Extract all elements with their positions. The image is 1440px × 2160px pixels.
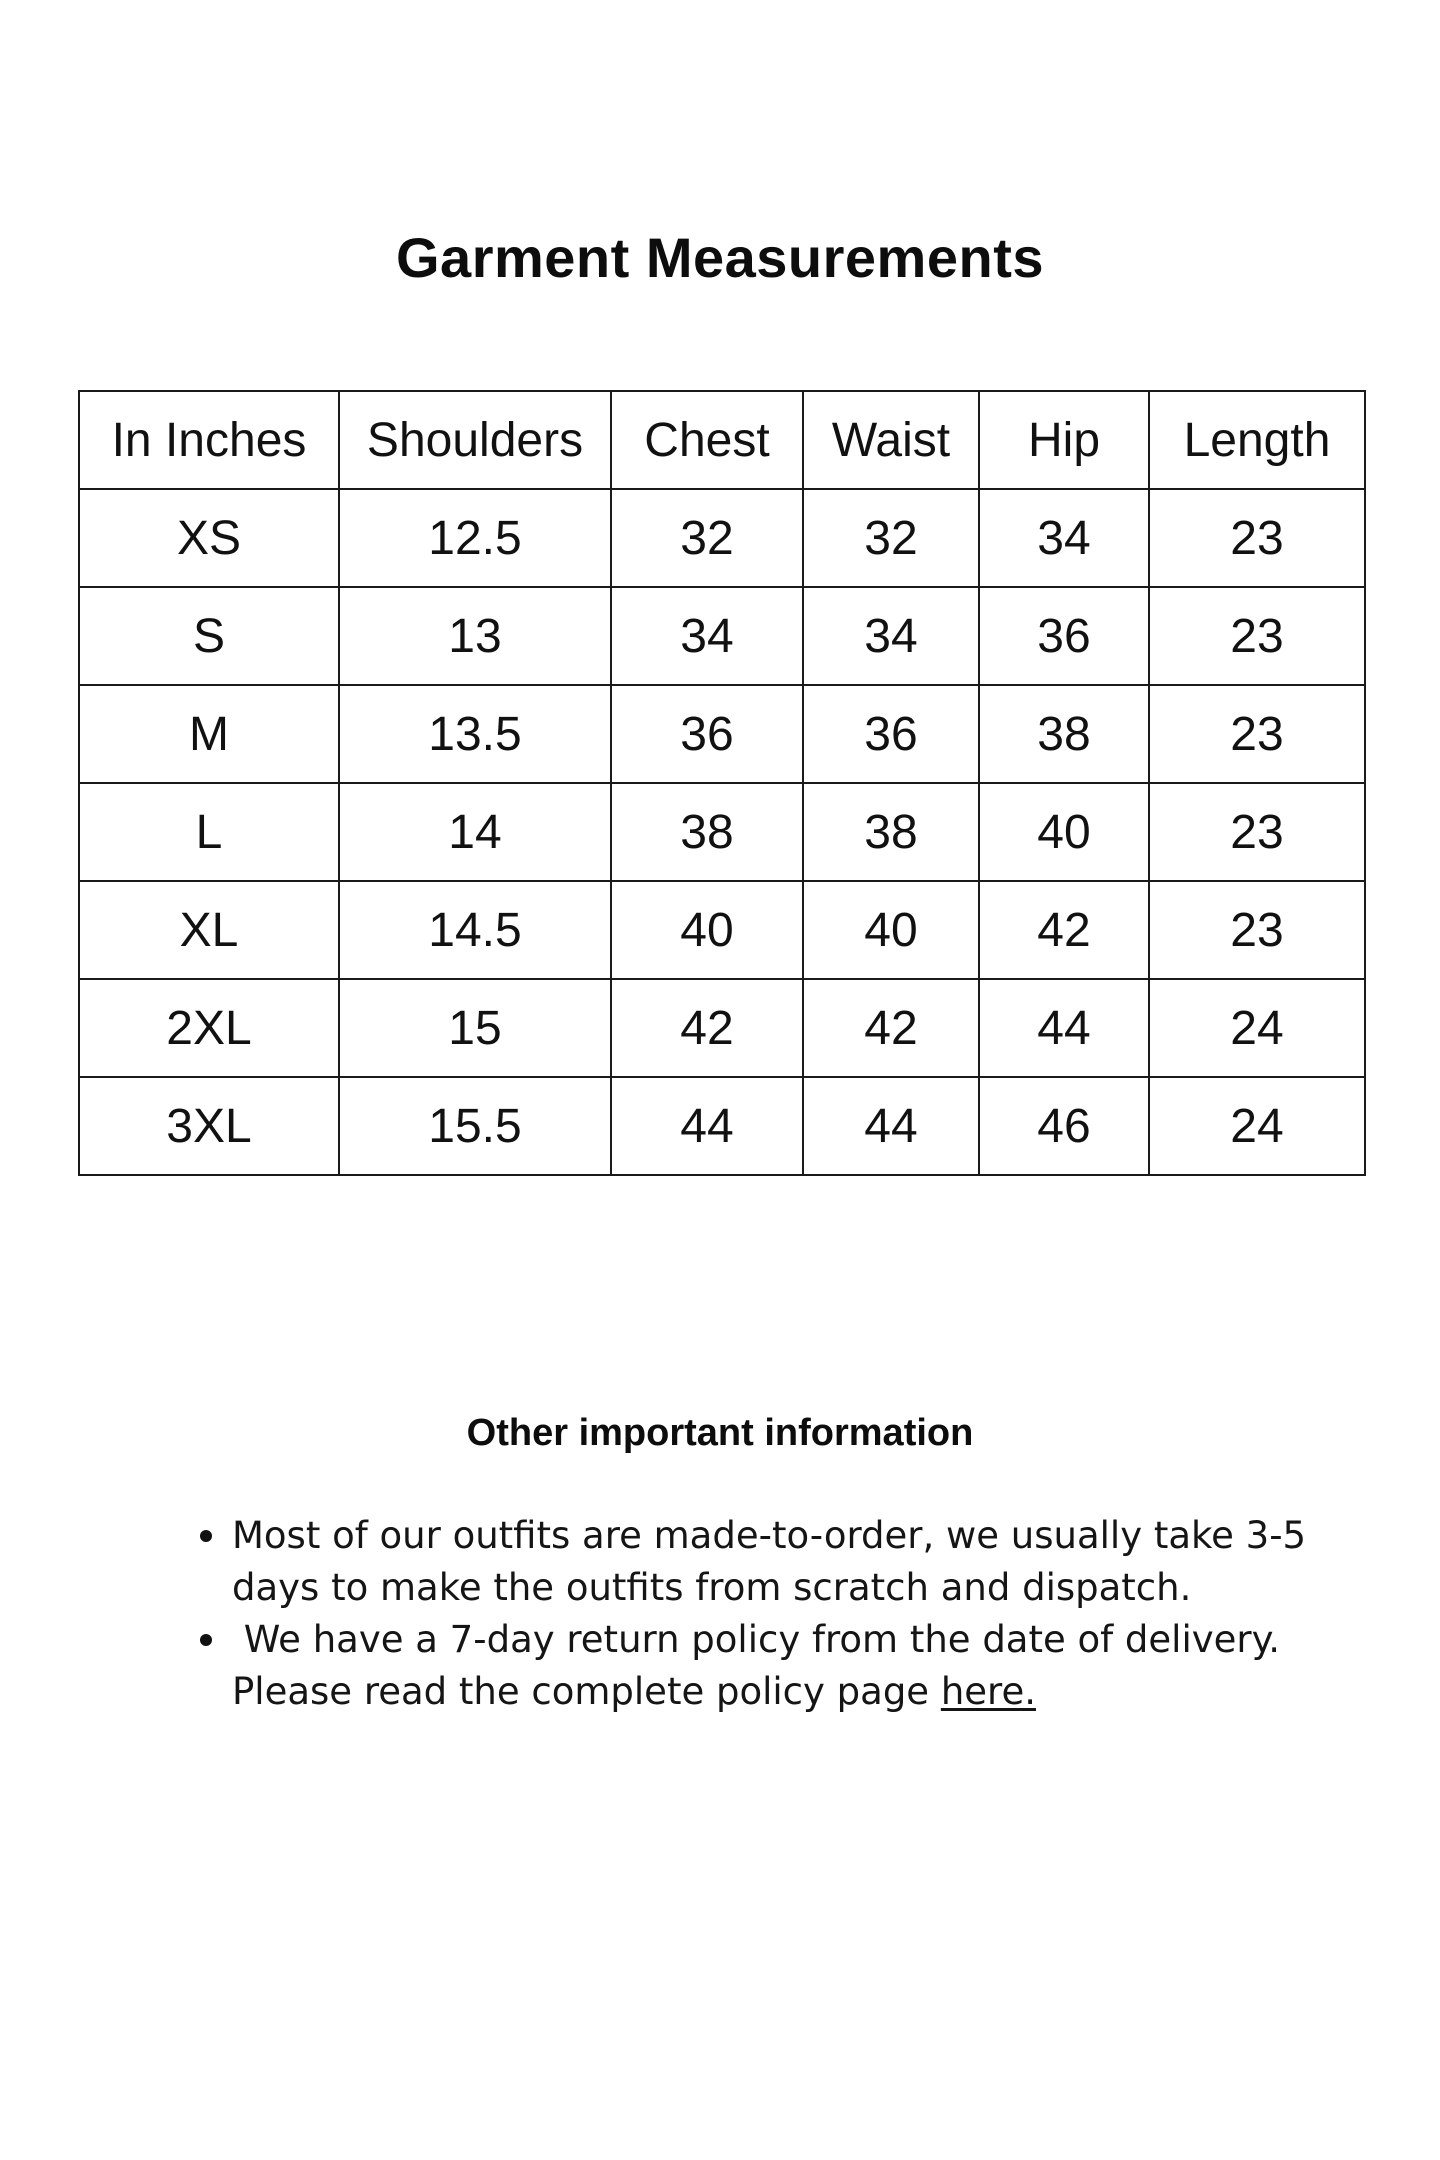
info-list	[232, 1510, 1312, 1718]
header-in-inches: In Inches	[79, 391, 339, 489]
hip-cell: 34	[979, 489, 1149, 587]
hip-cell: 46	[979, 1077, 1149, 1175]
table-row	[79, 783, 1365, 881]
hip-cell: 40	[979, 783, 1149, 881]
waist-cell: 34	[803, 587, 979, 685]
waist-cell: 38	[803, 783, 979, 881]
length-cell: 23	[1149, 783, 1365, 881]
chest-cell: 38	[611, 783, 803, 881]
chest-cell: 44	[611, 1077, 803, 1175]
table-row	[79, 685, 1365, 783]
list-item	[232, 1510, 1312, 1614]
size-chart-table	[78, 390, 1366, 1176]
table-row	[79, 489, 1365, 587]
made-to-order-text: Most of our outfits are made-to-order, we usually take 3-5 days to make the outfits from scratch and dispatch.	[232, 1514, 1307, 1609]
header-chest: Chest	[611, 391, 803, 489]
table-row	[79, 587, 1365, 685]
header-length: Length	[1149, 391, 1365, 489]
chest-cell: 34	[611, 587, 803, 685]
size-cell: XS	[79, 489, 339, 587]
header-hip: Hip	[979, 391, 1149, 489]
waist-cell: 32	[803, 489, 979, 587]
chest-cell: 42	[611, 979, 803, 1077]
table-header-row	[79, 391, 1365, 489]
waist-cell: 40	[803, 881, 979, 979]
hip-cell: 36	[979, 587, 1149, 685]
length-cell: 23	[1149, 587, 1365, 685]
size-cell: M	[79, 685, 339, 783]
waist-cell: 36	[803, 685, 979, 783]
length-cell: 24	[1149, 979, 1365, 1077]
length-cell: 24	[1149, 1077, 1365, 1175]
shoulders-cell: 13.5	[339, 685, 611, 783]
header-shoulders: Shoulders	[339, 391, 611, 489]
length-cell: 23	[1149, 685, 1365, 783]
size-cell: L	[79, 783, 339, 881]
shoulders-cell: 14.5	[339, 881, 611, 979]
bullet-icon	[200, 1634, 212, 1646]
table-row	[79, 979, 1365, 1077]
shoulders-cell: 15.5	[339, 1077, 611, 1175]
chest-cell: 40	[611, 881, 803, 979]
chest-cell: 36	[611, 685, 803, 783]
shoulders-cell: 14	[339, 783, 611, 881]
size-cell: 3XL	[79, 1077, 339, 1175]
table-row	[79, 1077, 1365, 1175]
list-item	[232, 1614, 1312, 1718]
policy-page-link[interactable]: here.	[940, 1670, 1036, 1713]
bullet-icon	[200, 1530, 212, 1542]
shoulders-cell: 12.5	[339, 489, 611, 587]
hip-cell: 44	[979, 979, 1149, 1077]
return-policy-text: We have a 7-day return policy from the date of delivery. Please read the complete policy page	[232, 1618, 1292, 1713]
hip-cell: 38	[979, 685, 1149, 783]
shoulders-cell: 13	[339, 587, 611, 685]
shoulders-cell: 15	[339, 979, 611, 1077]
chest-cell: 32	[611, 489, 803, 587]
length-cell: 23	[1149, 881, 1365, 979]
size-cell: XL	[79, 881, 339, 979]
size-cell: S	[79, 587, 339, 685]
table-row	[79, 881, 1365, 979]
waist-cell: 44	[803, 1077, 979, 1175]
hip-cell: 42	[979, 881, 1149, 979]
size-cell: 2XL	[79, 979, 339, 1077]
waist-cell: 42	[803, 979, 979, 1077]
page-title: Garment Measurements	[395, 225, 1044, 289]
length-cell: 23	[1149, 489, 1365, 587]
header-waist: Waist	[803, 391, 979, 489]
info-heading: Other important information	[466, 1411, 974, 1454]
